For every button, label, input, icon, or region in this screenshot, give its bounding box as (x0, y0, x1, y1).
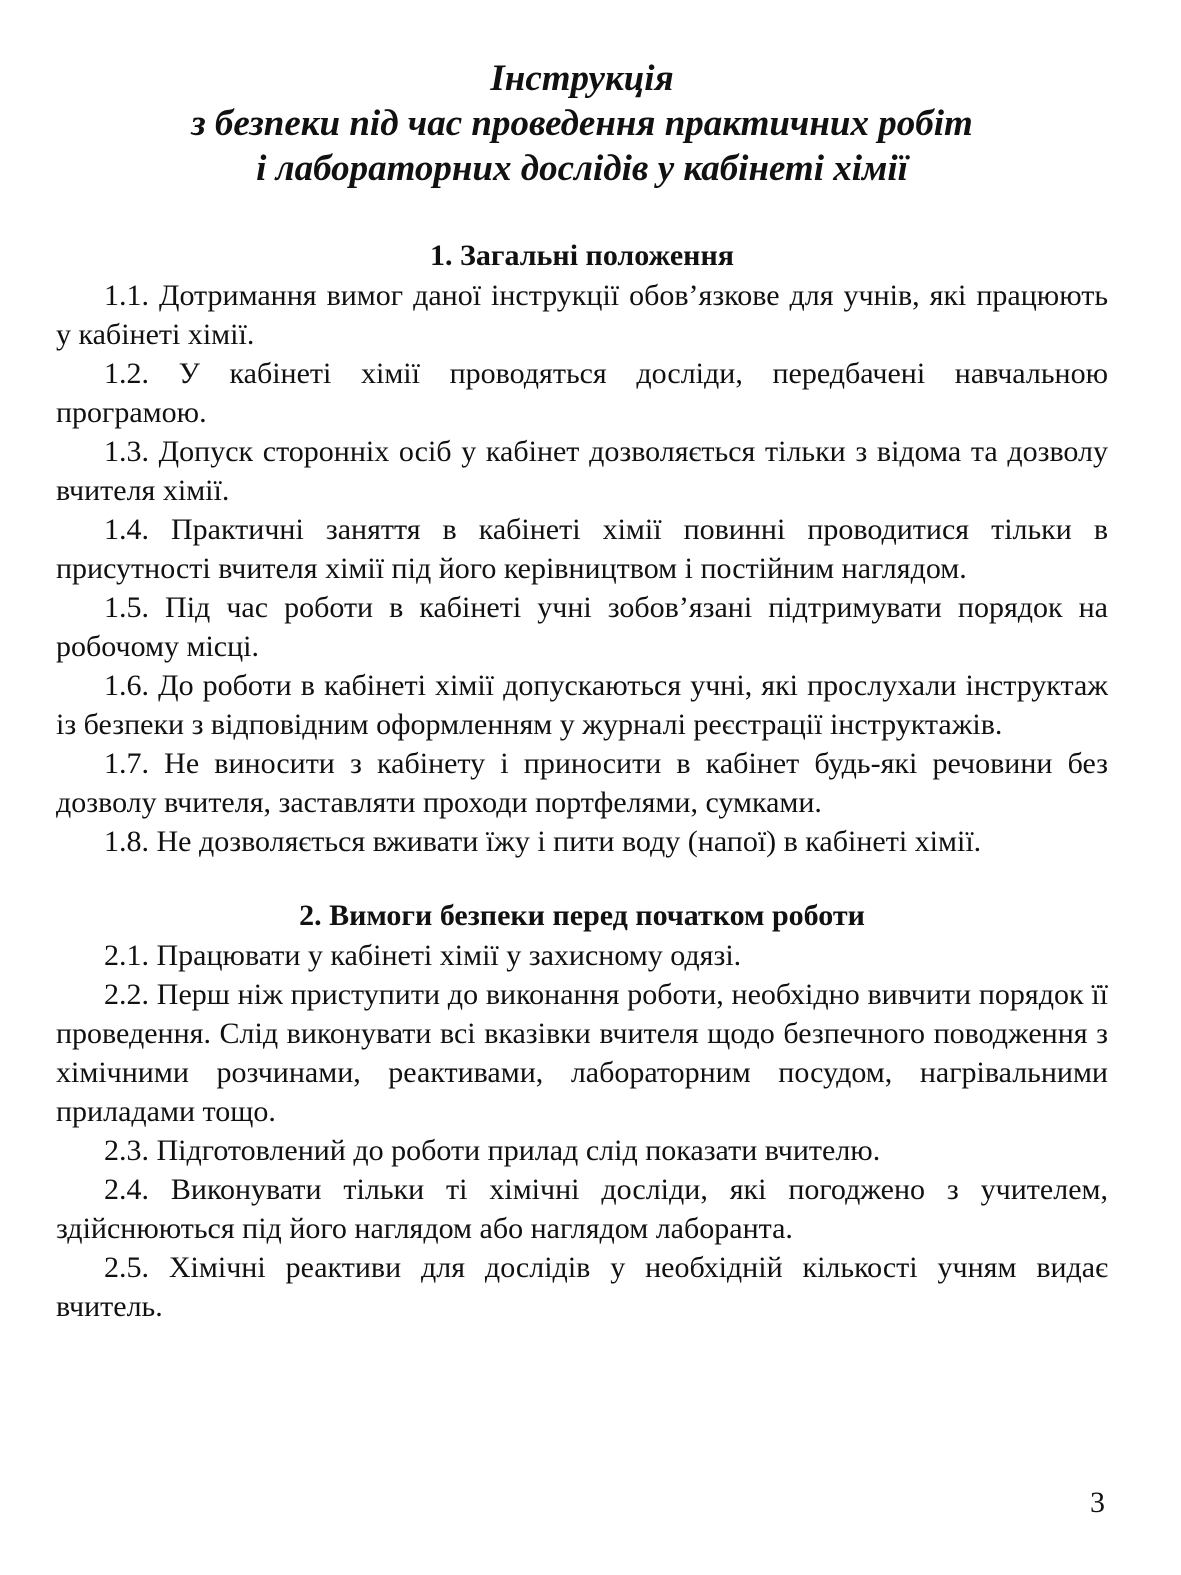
section-general-provisions (56, 237, 1108, 861)
paragraph-2-2: 2.2. Перш ніж приступити до виконання роботи, необхідно вивчити порядок її проведення. Слід виконувати всі вказівки вчителя щодо безпечного поводження з хімічними розчинами, реактивами, лабораторним посудом, нагрівальними приладами тощо. (56, 978, 1108, 1128)
paragraph-2-5: 2.5. Хімічні реактиви для дослідів у необхідній кількості учням видає вчитель. (56, 1251, 1108, 1323)
paragraph-1-1: 1.1. Дотримання вимог даної інструкції обов’язкове для учнів, які працюють у кабінеті хімії. (56, 279, 1108, 351)
paragraph-1-3: 1.3. Допуск сторонніх осіб у кабінет дозволяється тільки з відома та дозволу вчителя хімії. (56, 435, 1108, 507)
section-heading: 2. Вимоги безпеки перед початком роботи (299, 899, 865, 932)
paragraph-2-1: 2.1. Працювати у кабінеті хімії у захисному одязі. (104, 939, 742, 972)
title-line-3: і лабораторних дослідів у кабінеті хімії (256, 148, 908, 189)
paragraph-1-8: 1.8. Не дозволяється вживати їжу і пити воду (напої) в кабінеті хімії. (104, 825, 982, 858)
section-heading: 1. Загальні положення (430, 239, 734, 272)
section-safety-before-work (56, 897, 1108, 1326)
paragraph-1-5: 1.5. Під час роботи в кабінеті учні зобов’язані підтримувати порядок на робочому місці. (56, 591, 1108, 663)
paragraph-2-4: 2.4. Виконувати тільки ті хімічні досліди, які погоджено з учителем, здійснюються під його наглядом або наглядом лаборанта. (56, 1173, 1108, 1245)
document-page (56, 56, 1108, 1326)
paragraph-1-7: 1.7. Не виносити з кабінету і приносити в кабінет будь-які речовини без дозволу вчителя, заставляти проходи портфелями, сумками. (56, 747, 1108, 819)
paragraph-1-6: 1.6. До роботи в кабінеті хімії допускаються учні, які прослухали інструктаж із безпеки з відповідним оформленням у журналі реєстрації інструктажів. (56, 669, 1108, 741)
paragraph-1-4: 1.4. Практичні заняття в кабінеті хімії повинні проводитися тільки в присутності вчителя хімії під його керівництвом і постійним наглядом. (56, 513, 1108, 585)
paragraph-1-2: 1.2. У кабінеті хімії проводяться досліди, передбачені навчальною програмою. (56, 357, 1108, 429)
document-title (56, 56, 1108, 191)
title-line-2: з безпеки під час проведення практичних робіт (191, 103, 973, 144)
title-line-1: Інструкція (490, 58, 674, 99)
page-number: 3 (1090, 1486, 1105, 1519)
paragraph-2-3: 2.3. Підготовлений до роботи прилад слід показати вчителю. (104, 1134, 881, 1167)
